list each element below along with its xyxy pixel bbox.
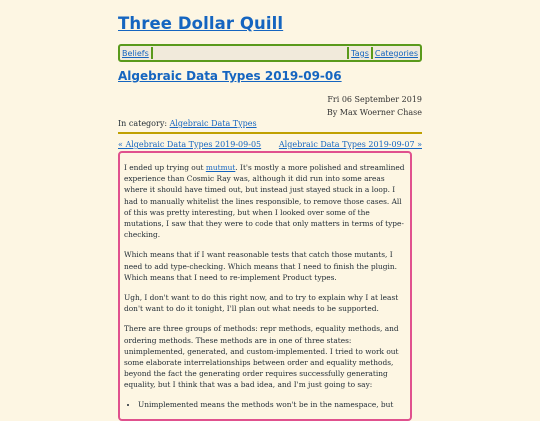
next-post-link[interactable]: Algebraic Data Types 2019-09-07 » — [278, 140, 422, 149]
paragraph-text: . It's mostly a more polished and streamlined experience than Cosmic Ray was, although it did run into some areas where it should have timed out, but instead just stayed stuck in a loop. I had to manually whitelist the lines responsible, to remove those cases. All of this was pretty interesting, but when I looked over some of the mutations, I saw that they were to code that only matters in terms of type-checking. — [124, 163, 405, 240]
post-category — [118, 119, 257, 128]
category-link[interactable]: Algebraic Data Types — [169, 119, 257, 128]
post-title-link[interactable]: Algebraic Data Types 2019-09-06 — [118, 69, 342, 83]
paragraph: Ugh, I don't want to do this right now, and to try to explain why I at least don't want to do it tonight, I'll plan out what needs to be supported. — [124, 293, 399, 314]
post-date: Fri 06 September 2019 — [327, 95, 422, 104]
nav-beliefs-link[interactable]: Beliefs — [122, 48, 149, 58]
nav-categories-link[interactable]: Categories — [374, 48, 418, 58]
post-author: By Max Woerner Chase — [326, 108, 422, 117]
site-title-link[interactable]: Three Dollar Quill — [118, 14, 284, 33]
navigation-bar — [118, 44, 422, 62]
paragraph — [124, 162, 406, 240]
nav-tags-link[interactable]: Tags — [351, 48, 369, 58]
category-label: In category: — [118, 119, 170, 128]
method-state-list — [124, 399, 406, 410]
nav-search-field[interactable] — [154, 47, 346, 59]
paragraph: There are three groups of methods: repr methods, equality methods, and ordering methods. These methods are in one of three states: unimplemented, generated, and custom-implemented. I tried to work out some elaborate interrelationships between order and equality methods, beyond the fact the generating order requires successfully generating equality, but I think that was a bad idea, and I'm just going to say: — [124, 324, 399, 390]
divider — [118, 132, 422, 134]
paragraph: Which means that if I want reasonable tests that catch those mutants, I need to add type-checking. Which means that I need to finish the plugin. Which means that I need to re-implement Product types. — [124, 250, 397, 282]
list-item: • Unimplemented means the methods won't be in the namespace, but — [138, 399, 406, 410]
previous-post-link[interactable]: « Algebraic Data Types 2019-09-05 — [118, 140, 262, 149]
nav-separator — [151, 47, 153, 59]
mutmut-link[interactable]: mutmut — [205, 163, 236, 172]
paragraph-text: I ended up trying out — [124, 163, 206, 172]
post-content — [118, 151, 412, 421]
